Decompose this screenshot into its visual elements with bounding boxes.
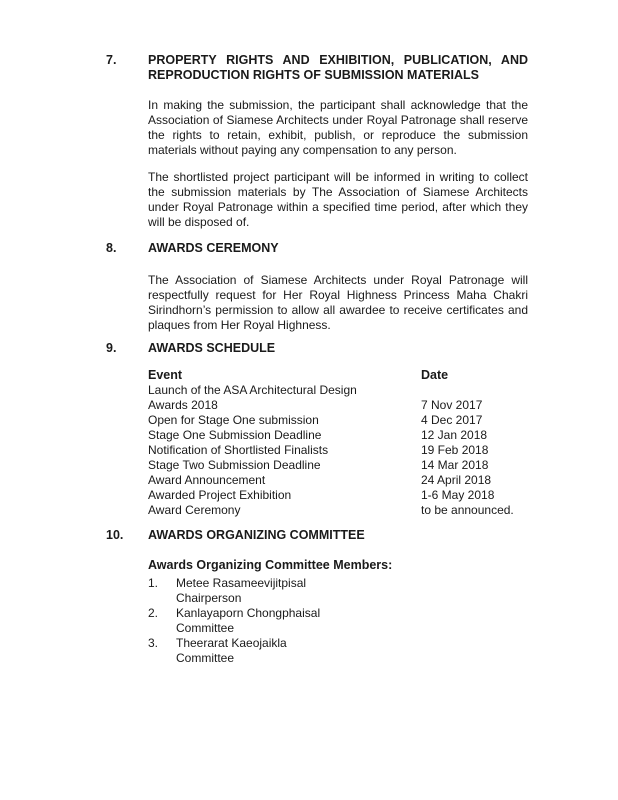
- schedule-row: [148, 458, 528, 473]
- paragraph: In making the submission, the participant shall acknowledge that the Association of Siamese Architects under Royal Patronage shall reserve the rights to retain, exhibit, publish, or reproduce the submission materials without paying any compensation to any person.: [148, 98, 528, 157]
- section-body: [148, 528, 528, 666]
- member-body: [176, 636, 528, 666]
- event-line: Launch of the ASA Architectural Design: [148, 383, 357, 397]
- section-heading: [148, 241, 528, 256]
- member-body: [176, 606, 528, 636]
- schedule-row: [148, 473, 528, 488]
- committee-list: [148, 576, 528, 666]
- date-cell: 24 April 2018: [421, 473, 492, 487]
- paragraph: The Association of Siamese Architects under Royal Patronage will respectfully request for Her Royal Highness Princess Maha Chakri Sirindhorn’s permission to allow all awardee to receive certificates and plaques from Her Royal Highness.: [148, 273, 528, 332]
- section-9: [106, 341, 528, 518]
- date-cell: 1-6 May 2018: [421, 488, 495, 502]
- section-heading-line: AWARDS ORGANIZING COMMITTEE: [148, 528, 365, 542]
- section-8: [106, 241, 528, 333]
- member-name: Kanlayaporn Chongphaisal: [176, 606, 321, 620]
- section-10: [106, 528, 528, 666]
- section-number: 8.: [106, 241, 117, 255]
- schedule-row: [148, 383, 528, 413]
- event-cell: Notification of Shortlisted Finalists: [148, 443, 329, 457]
- event-cell: Stage Two Submission Deadline: [148, 458, 321, 472]
- event-line: Awards 2018: [148, 398, 218, 412]
- member-role: Committee: [176, 651, 235, 665]
- event-cell: Award Announcement: [148, 473, 266, 487]
- date-cell: 7 Nov 2017: [421, 398, 483, 412]
- schedule-table: [148, 368, 528, 518]
- schedule-row: [148, 503, 528, 518]
- event-cell: Awarded Project Exhibition: [148, 488, 292, 502]
- member-number: 3.: [148, 636, 159, 650]
- event-cell: Open for Stage One submission: [148, 413, 319, 427]
- section-body: [148, 53, 528, 230]
- section-number: 7.: [106, 53, 117, 67]
- member-number: 1.: [148, 576, 159, 590]
- date-cell: 19 Feb 2018: [421, 443, 489, 457]
- date-cell: 14 Mar 2018: [421, 458, 489, 472]
- schedule-row: [148, 413, 528, 428]
- schedule-row: [148, 443, 528, 458]
- member-role: Committee: [176, 621, 235, 635]
- section-heading-line: AWARDS CEREMONY: [148, 241, 279, 255]
- paragraph: The shortlisted project participant will be informed in writing to collect the submission materials by The Association of Siamese Architects under Royal Patronage within a specified time period, after which they will be disposed of.: [148, 170, 528, 229]
- section-body: [148, 341, 528, 518]
- event-cell: [148, 383, 421, 413]
- section-number: 10.: [106, 528, 124, 542]
- schedule-header-row: [148, 368, 528, 383]
- date-cell: 4 Dec 2017: [421, 413, 483, 427]
- section-heading: [148, 341, 528, 356]
- committee-member: [148, 606, 528, 636]
- schedule-row: [148, 428, 528, 443]
- section-heading: [148, 528, 528, 543]
- committee-title: Awards Organizing Committee Members:: [148, 558, 393, 572]
- section-body: [148, 241, 528, 333]
- member-body: [176, 576, 528, 606]
- section-heading-line: AWARDS SCHEDULE: [148, 341, 276, 355]
- event-cell: Award Ceremony: [148, 503, 241, 517]
- date-cell: 12 Jan 2018: [421, 428, 488, 442]
- event-cell: Stage One Submission Deadline: [148, 428, 322, 442]
- member-number: 2.: [148, 606, 159, 620]
- member-name: Metee Rasameevijitpisal: [176, 576, 307, 590]
- schedule-header-date: Date: [421, 368, 449, 382]
- committee-member: [148, 576, 528, 606]
- schedule-row: [148, 488, 528, 503]
- member-role: Chairperson: [176, 591, 242, 605]
- member-name: Theerarat Kaeojaikla: [176, 636, 287, 650]
- section-heading-line: PROPERTY RIGHTS AND EXHIBITION, PUBLICATION, AND: [148, 53, 528, 67]
- section-heading-line: REPRODUCTION RIGHTS OF SUBMISSION MATERIALS: [148, 68, 480, 82]
- section-heading: [148, 53, 528, 83]
- section-number: 9.: [106, 341, 117, 355]
- committee-member: [148, 636, 528, 666]
- section-7: [106, 53, 528, 230]
- date-cell: to be announced.: [421, 503, 514, 517]
- schedule-header-event: Event: [148, 368, 183, 382]
